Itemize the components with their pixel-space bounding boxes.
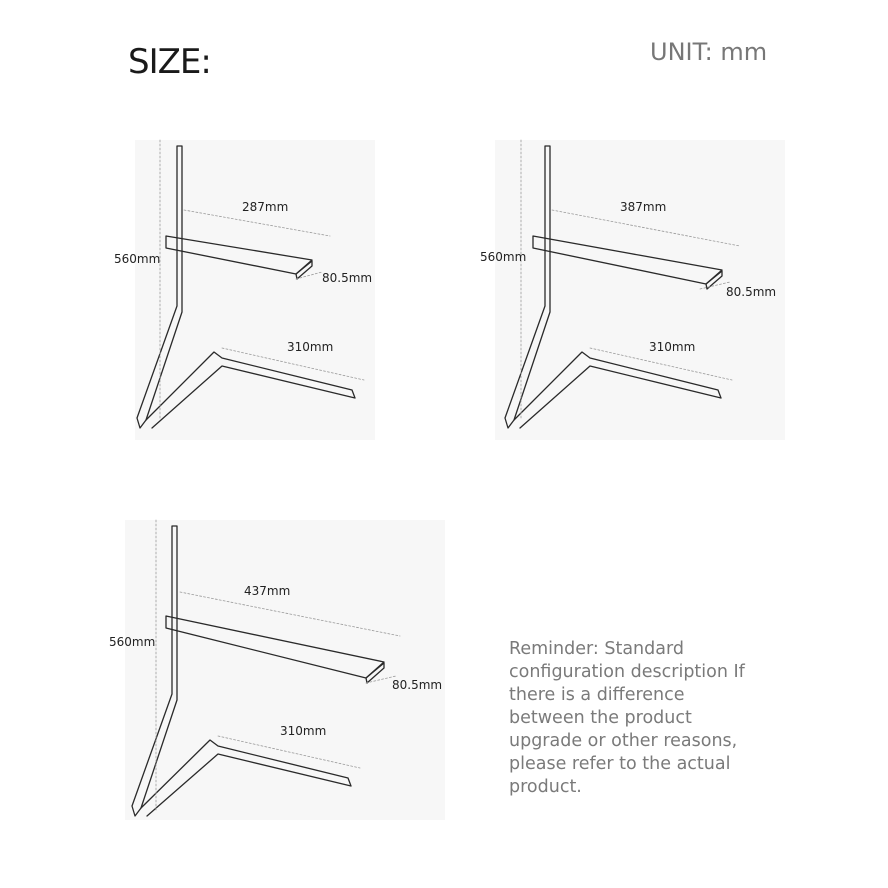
diagram-3-shelf (166, 616, 384, 678)
diagram-2-shelf (533, 236, 722, 284)
diagram-2-shelf-edge (706, 271, 722, 289)
size-title: SIZE: (128, 42, 211, 82)
diagram-1-shelf (166, 236, 312, 274)
diagram-3-base-length-label: 310mm (280, 724, 327, 738)
diagram-1-base-length-label: 310mm (287, 340, 334, 354)
diagram-3-dimension-lines (156, 520, 400, 810)
diagram-2-base-length-label: 310mm (649, 340, 696, 354)
diagram-2-pole (505, 146, 550, 428)
reminder-note: Reminder: Standard configuration description If there is a difference between the product upgrade or other reasons, please refer to the actual product. (509, 639, 745, 797)
diagram-2-height-label: 560mm (480, 250, 527, 264)
diagram-3-shelf-depth-label: 80.5mm (392, 678, 443, 692)
diagram-2-stand (505, 146, 722, 428)
diagram-3-base (141, 740, 351, 816)
unit-label: UNIT: mm (650, 38, 768, 66)
diagram-3-shelf-edge (366, 663, 384, 683)
diagram-2-shelf-length-label: 387mm (620, 200, 667, 214)
diagram-1-base (146, 352, 355, 428)
diagram-1-stand (137, 146, 355, 428)
diagram-1-shelf-edge (296, 261, 312, 279)
diagram-2-base (514, 352, 721, 428)
diagram-1-height-label: 560mm (114, 252, 161, 266)
diagram-2-shelf-depth-label: 80.5mm (726, 285, 777, 299)
diagram-3-stand (132, 526, 384, 816)
diagram-2-dimension-lines (521, 140, 740, 420)
diagram-1-pole (137, 146, 182, 428)
diagram-3-height-label: 560mm (109, 635, 156, 649)
diagram-1-shelf-length-label: 287mm (242, 200, 289, 214)
diagram-1-shelf-depth-label: 80.5mm (322, 271, 373, 285)
diagram-3-shelf-length-label: 437mm (244, 584, 291, 598)
diagram-3-pole (132, 526, 177, 816)
